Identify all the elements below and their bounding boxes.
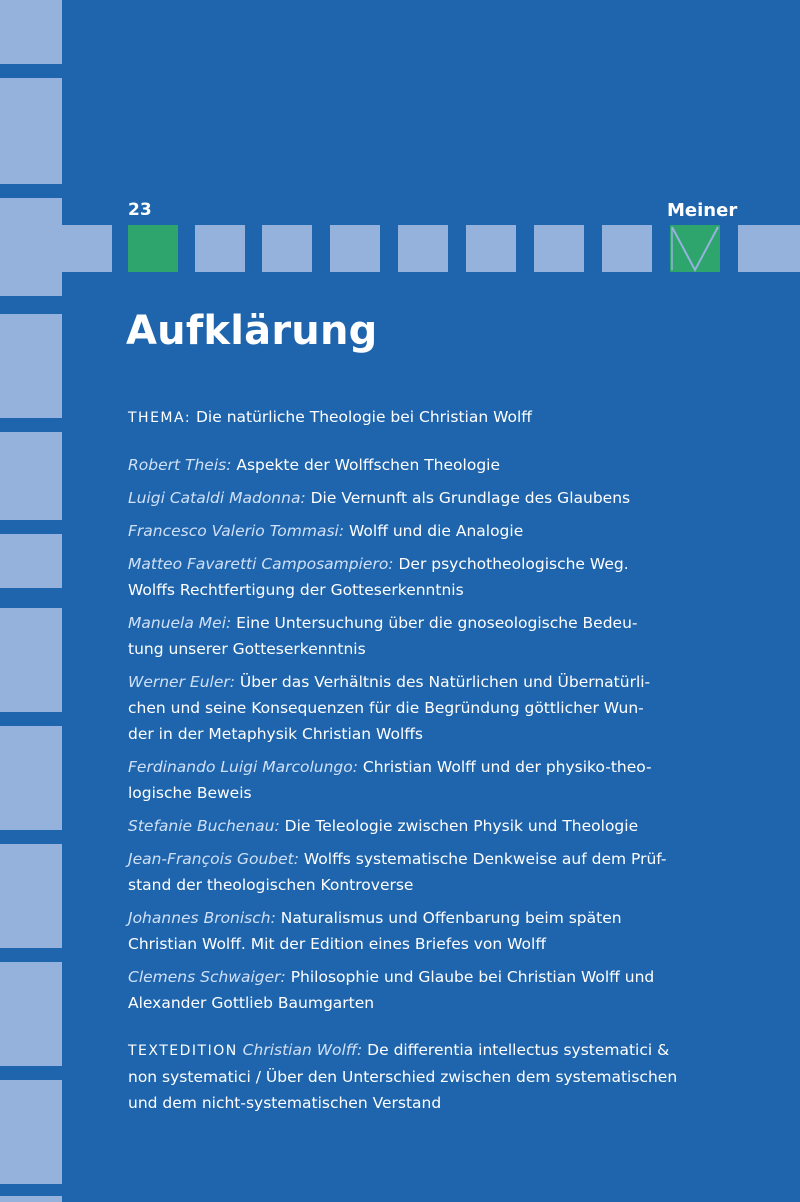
entry-title: Naturalismus und Offenbarung beim späten <box>280 909 622 927</box>
contents-entry <box>128 754 688 813</box>
table-of-contents <box>128 404 688 1116</box>
entry-title: der in der Metaphysik Christian Wolffs <box>128 725 424 743</box>
spine-block <box>0 1196 62 1202</box>
spine-block <box>0 1080 62 1184</box>
spine-block <box>0 198 62 296</box>
entry-author: Francesco Valerio Tommasi: <box>128 522 345 540</box>
entry-title: Christian Wolff und der physiko-theo- <box>362 758 652 776</box>
publisher-logo-icon <box>670 225 720 272</box>
decor-square <box>466 225 516 272</box>
entry-title: Eine Untersuchung über die gnoseologische Bedeu- <box>236 614 638 632</box>
spine-block <box>0 78 62 184</box>
entry-title: Christian Wolff. Mit der Edition eines Briefes von Wolff <box>128 935 547 953</box>
entry-author: Robert Theis: <box>128 456 232 474</box>
contents-entry <box>128 964 688 1023</box>
publisher-name: Meiner <box>667 200 738 221</box>
decor-square <box>738 225 800 272</box>
entry-title: Philosophie und Glaube bei Christian Wolff und <box>290 968 655 986</box>
entry-author: Matteo Favaretti Camposampiero: <box>128 555 394 573</box>
entry-author: Stefanie Buchenau: <box>128 817 280 835</box>
decor-square <box>62 225 112 272</box>
contents-entry <box>128 669 688 754</box>
spine-block <box>0 608 62 712</box>
contents-entry <box>128 518 688 551</box>
theme-label: THEMA: <box>128 410 192 426</box>
entry-author: Manuela Mei: <box>128 614 232 632</box>
contents-entry <box>128 905 688 964</box>
textedition-title: non systematici / Über den Unterschied zwischen dem systematischen <box>128 1068 678 1086</box>
entry-title: Wolffs systematische Denkweise auf dem Prüf- <box>303 850 667 868</box>
theme-line <box>128 404 688 431</box>
theme-text: Die natürliche Theologie bei Christian Wolff <box>196 408 532 426</box>
decor-square <box>330 225 380 272</box>
spine-block <box>0 726 62 830</box>
entry-title: Über das Verhältnis des Natürlichen und Übernatürli- <box>239 673 651 691</box>
decor-square-green <box>128 225 178 272</box>
textedition-title: De differentia intellectus systematici & <box>367 1041 670 1059</box>
spine-block <box>0 0 62 64</box>
entry-title: Alexander Gottlieb Baumgarten <box>128 994 375 1012</box>
entry-author: Werner Euler: <box>128 673 235 691</box>
textedition-label: TEXTEDITION <box>128 1043 238 1059</box>
entry-title: Wolff und die Analogie <box>349 522 524 540</box>
contents-entry <box>128 846 688 905</box>
decor-square <box>398 225 448 272</box>
entry-title: Die Teleologie zwischen Physik und Theologie <box>284 817 639 835</box>
spine-block <box>0 432 62 520</box>
entry-author: Luigi Cataldi Madonna: <box>128 489 306 507</box>
entry-title: Wolffs Rechtfertigung der Gotteserkenntnis <box>128 581 464 599</box>
entry-title: chen und seine Konsequenzen für die Begründung göttlicher Wun- <box>128 699 644 717</box>
spine-block <box>0 534 62 588</box>
entry-title: Die Vernunft als Grundlage des Glaubens <box>310 489 631 507</box>
entry-author: Johannes Bronisch: <box>128 909 276 927</box>
entry-author: Ferdinando Luigi Marcolungo: <box>128 758 358 776</box>
decor-square <box>195 225 245 272</box>
contents-entry <box>128 551 688 610</box>
decor-square <box>262 225 312 272</box>
entry-author: Clemens Schwaiger: <box>128 968 286 986</box>
entry-title: Aspekte der Wolffschen Theologie <box>236 456 500 474</box>
textedition-title: und dem nicht-systematischen Verstand <box>128 1094 442 1112</box>
contents-entry <box>128 610 688 669</box>
textedition-section <box>128 1037 688 1116</box>
contents-entry <box>128 485 688 518</box>
entry-title: stand der theologischen Kontroverse <box>128 876 414 894</box>
entry-title: logische Beweis <box>128 784 252 802</box>
contents-entry <box>128 452 688 485</box>
spine-block <box>0 844 62 948</box>
volume-number: 23 <box>128 200 152 220</box>
journal-title: Aufklärung <box>126 308 378 354</box>
entry-title: tung unserer Gotteserkenntnis <box>128 640 366 658</box>
decor-square <box>602 225 652 272</box>
entry-title: Der psychotheologische Weg. <box>398 555 629 573</box>
spine-block <box>0 962 62 1066</box>
entry-author: Jean-François Goubet: <box>128 850 299 868</box>
decor-square <box>534 225 584 272</box>
spine-block <box>0 314 62 418</box>
textedition-author: Christian Wolff: <box>242 1041 363 1059</box>
contents-entry <box>128 813 688 846</box>
